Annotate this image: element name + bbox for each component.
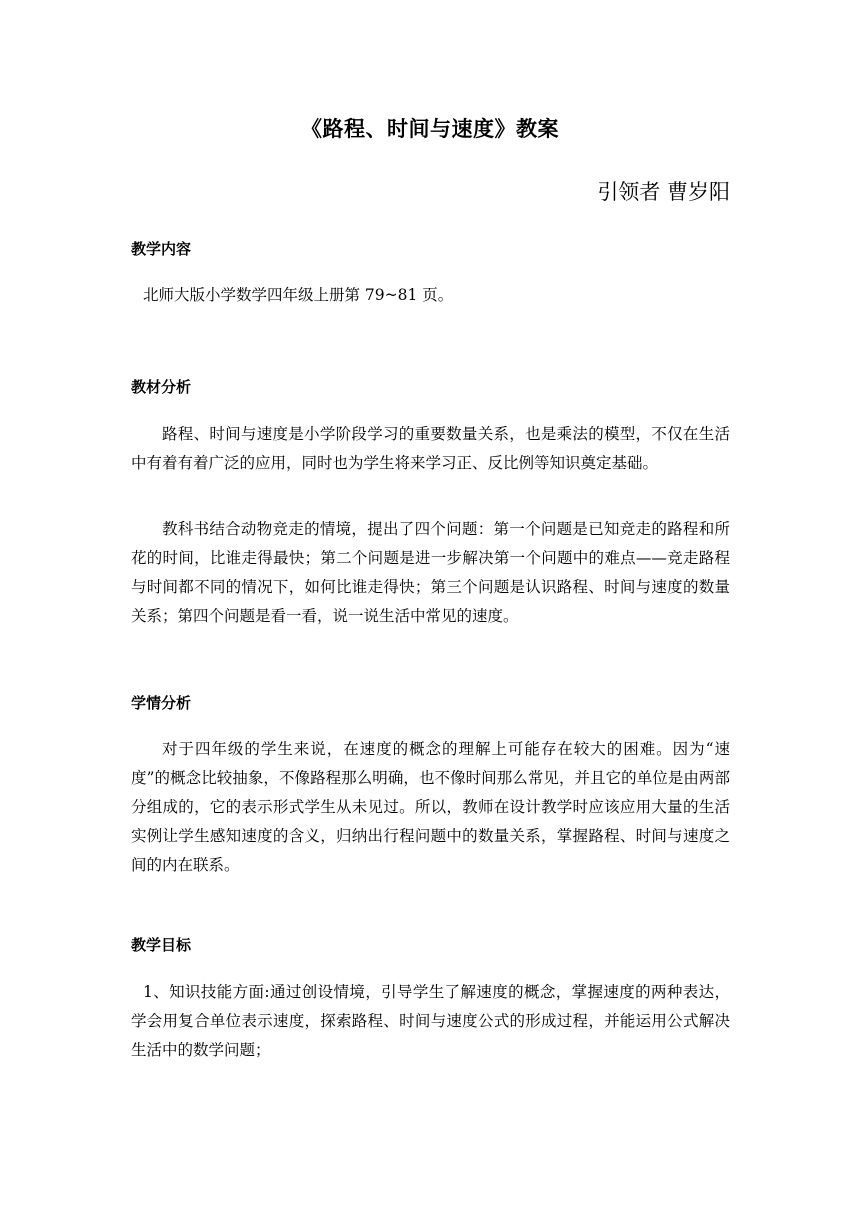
section-paragraph: 路程、时间与速度是小学阶段学习的重要数量关系，也是乘法的模型，不仅在生活中有着有着广泛的应用，同时也为学生将来学习正、反比例等知识奠定基础。	[131, 425, 730, 472]
section-paragraph: 1、知识技能方面:通过创设情境，引导学生了解速度的概念，掌握速度的两种表达，学会用复合单位表示速度，探索路程、时间与速度公式的形成过程，并能运用公式解决生活中的数学问题；	[131, 983, 730, 1059]
section-paragraph: 对于四年级的学生来说，在速度的概念的理解上可能存在较大的困难。因为“速度”的概念比较抽象，不像路程那么明确，也不像时间那么常见，并且它的单位是由两部分组成的，它的表示形式学生从未见过。所以，教师在设计教学时应该应用大量的生活实例让学生感知速度的含义，归纳出行程问题中的数量关系，掌握路程、时间与速度之间的内在联系。	[131, 740, 730, 874]
section-paragraph: 教科书结合动物竞走的情境，提出了四个问题：第一个问题是已知竞走的路程和所花的时间，比谁走得最快；第二个问题是进一步解决第一个问题中的难点——竞走路程与时间都不同的情况下，如何比谁走得快；第三个问题是认识路程、时间与速度的数量关系；第四个问题是看一看，说一说生活中常见的速度。	[131, 520, 730, 625]
section-heading-learner-analysis: 学情分析	[131, 694, 192, 712]
section-heading-teaching-objectives: 教学目标	[131, 936, 192, 954]
section-heading-teaching-content: 教学内容	[131, 240, 192, 258]
document-author: 引领者 曹岁阳	[597, 180, 730, 204]
section-paragraph: 北师大版小学数学四年级上册第 79~81 页。	[143, 286, 454, 304]
document-title: 《路程、时间与速度》教案	[301, 117, 559, 141]
section-heading-textbook-analysis: 教材分析	[131, 378, 192, 396]
